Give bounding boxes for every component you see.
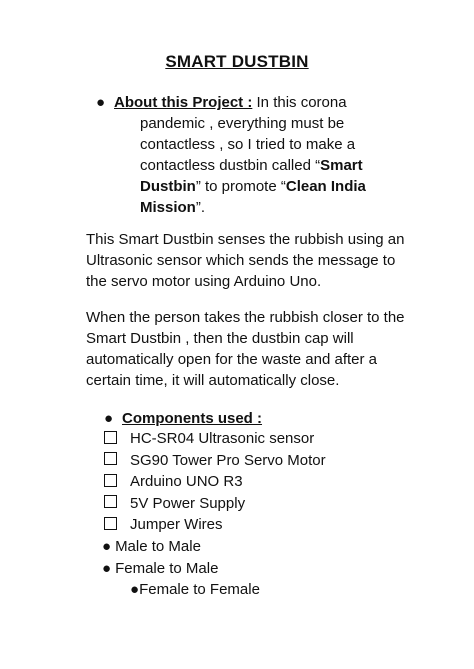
jumper-wire-types — [102, 536, 260, 601]
components-bullet: ● — [104, 410, 114, 427]
checkbox-icon — [104, 517, 117, 530]
about-line-3 — [96, 155, 426, 176]
sub-item-label: Female to Male — [115, 559, 219, 577]
about-section — [96, 92, 426, 218]
bullet-icon: ● — [102, 559, 112, 577]
about-bold-smart: Smart — [320, 157, 363, 174]
paragraph-operation: When the person takes the rubbish closer to the Smart Dustbin , then the dustbin cap will automatically open for the waste and after a certain time, it will automatically close. — [86, 309, 405, 389]
component-label: 5V Power Supply — [130, 494, 246, 512]
bullet-icon: ● — [130, 581, 140, 598]
sub-item-label: Female to Female — [139, 581, 260, 598]
components-label: Components used : — [122, 410, 263, 427]
list-item — [104, 450, 326, 472]
component-label: SG90 Tower Pro Servo Motor — [130, 451, 326, 469]
about-line-3-text: contactless dustbin called “ — [140, 157, 321, 174]
about-bullet: ● — [96, 94, 106, 111]
about-line-4 — [96, 176, 426, 197]
list-item — [102, 558, 260, 580]
page-title: SMART DUSTBIN — [165, 52, 309, 71]
about-first-line — [96, 92, 426, 113]
about-bold-dustbin: Dustbin — [140, 178, 196, 195]
about-text-first: In this corona — [252, 94, 347, 111]
checkbox-icon — [104, 431, 117, 444]
about-line-1: pandemic , everything must be — [140, 115, 345, 132]
list-item — [102, 579, 260, 601]
component-label: Jumper Wires — [130, 516, 223, 533]
about-mid-text: ” to promote “ — [195, 178, 286, 195]
checkbox-icon — [104, 495, 117, 508]
about-line-5 — [96, 197, 426, 218]
checkbox-icon — [104, 452, 117, 465]
about-bold-clean-india: Clean India — [285, 178, 366, 195]
checkbox-icon — [104, 474, 117, 487]
list-item — [102, 536, 260, 558]
about-bold-mission: Mission — [140, 199, 196, 216]
about-end-text: ”. — [195, 199, 206, 216]
list-item — [104, 493, 326, 515]
component-label: HC-SR04 Ultrasonic sensor — [130, 430, 315, 447]
components-heading — [104, 408, 262, 429]
bullet-icon: ● — [102, 538, 112, 555]
about-line-2: contactless , so I tried to make a — [140, 136, 356, 153]
components-checklist — [104, 428, 326, 536]
sub-item-label: Male to Male — [115, 538, 201, 555]
list-item — [104, 428, 326, 450]
paragraph-sensor: This Smart Dustbin senses the rubbish using an Ultrasonic sensor which sends the message to the servo motor using Arduino Uno. — [86, 231, 405, 290]
list-item — [104, 471, 326, 493]
about-label: About this Project : — [114, 94, 253, 111]
component-label: Arduino UNO R3 — [130, 473, 243, 490]
list-item — [104, 514, 326, 536]
